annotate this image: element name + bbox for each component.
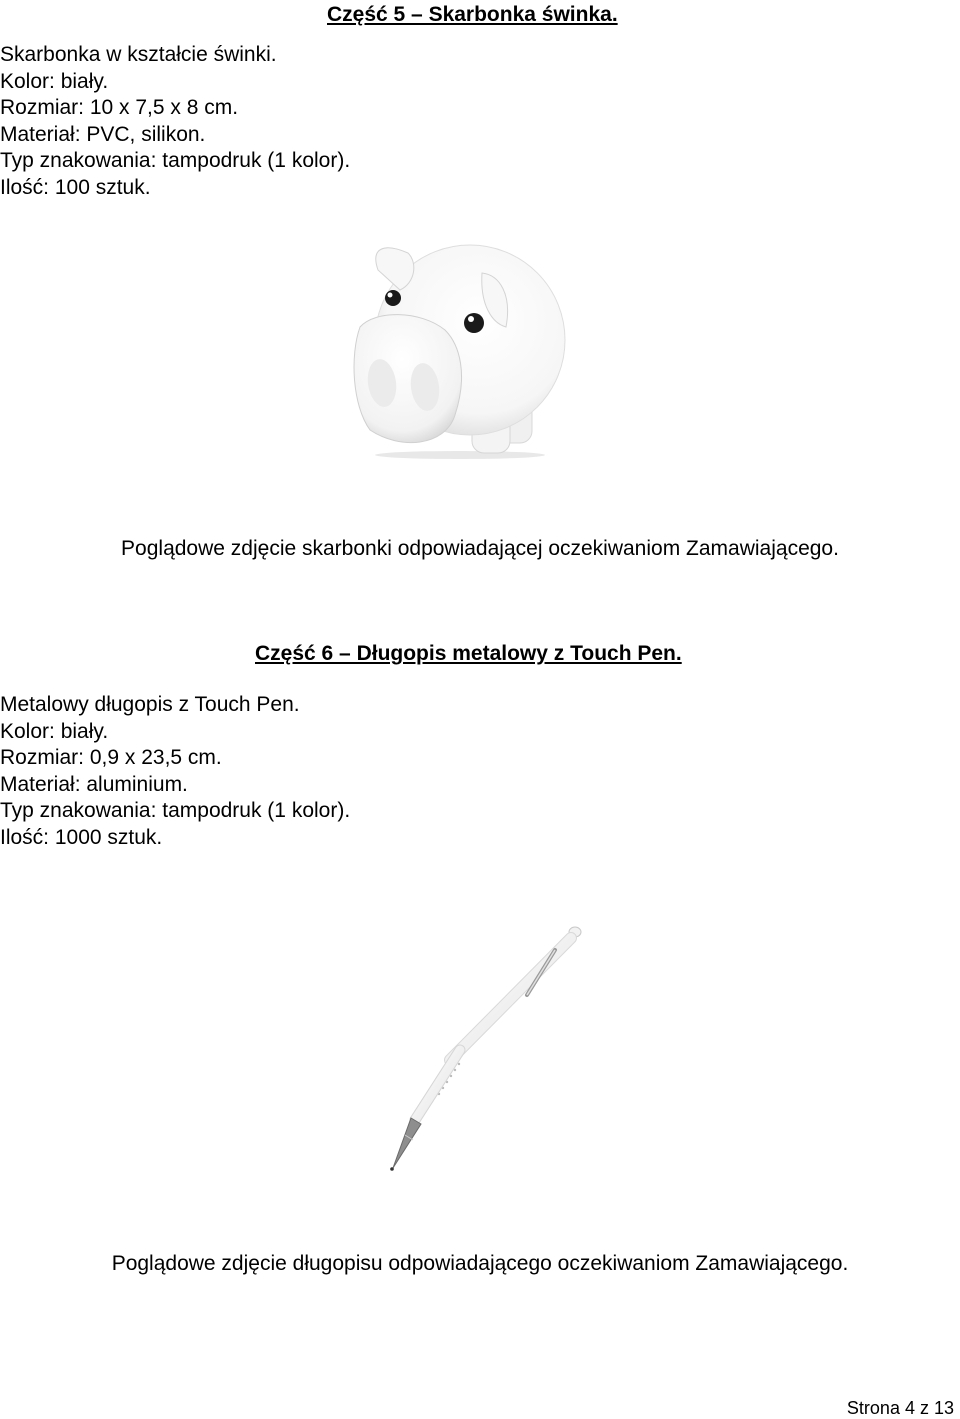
- pen-image: [375, 920, 595, 1180]
- spec-line: Rozmiar: 0,9 x 23,5 cm.: [0, 746, 222, 769]
- spec-line: Typ znakowania: tampodruk (1 kolor).: [0, 799, 351, 822]
- spec-line: Materiał: PVC, silikon.: [0, 122, 206, 146]
- spec-line: Ilość: 1000 sztuk.: [0, 825, 163, 849]
- section-5-caption: Poglądowe zdjęcie skarbonki odpowiadającej oczekiwaniom Zamawiającego.: [121, 537, 839, 560]
- spec-line: Skarbonka w kształcie świnki.: [0, 43, 277, 66]
- spec-line: Materiał: aluminium.: [0, 772, 188, 796]
- spec-line: Kolor: biały.: [0, 719, 109, 743]
- section-6-caption: Poglądowe zdjęcie długopisu odpowiadającego oczekiwaniom Zamawiającego.: [111, 1252, 849, 1275]
- piggy-bank-image: [330, 235, 570, 460]
- spec-line: Metalowy długopis z Touch Pen.: [0, 693, 300, 716]
- section-5-heading: Część 5 – Skarbonka świnka.: [327, 3, 618, 26]
- spec-line: Rozmiar: 10 x 7,5 x 8 cm.: [0, 96, 239, 119]
- section-6-heading: Część 6 – Długopis metalowy z Touch Pen.: [255, 642, 682, 665]
- spec-line: Ilość: 100 sztuk.: [0, 175, 151, 199]
- spec-line: Kolor: biały.: [0, 69, 109, 93]
- page-number: Strona 4 z 13: [846, 1398, 954, 1418]
- section-5-specs: [0, 42, 350, 201]
- spec-line: Typ znakowania: tampodruk (1 kolor).: [0, 149, 351, 172]
- section-6-specs: [0, 692, 350, 851]
